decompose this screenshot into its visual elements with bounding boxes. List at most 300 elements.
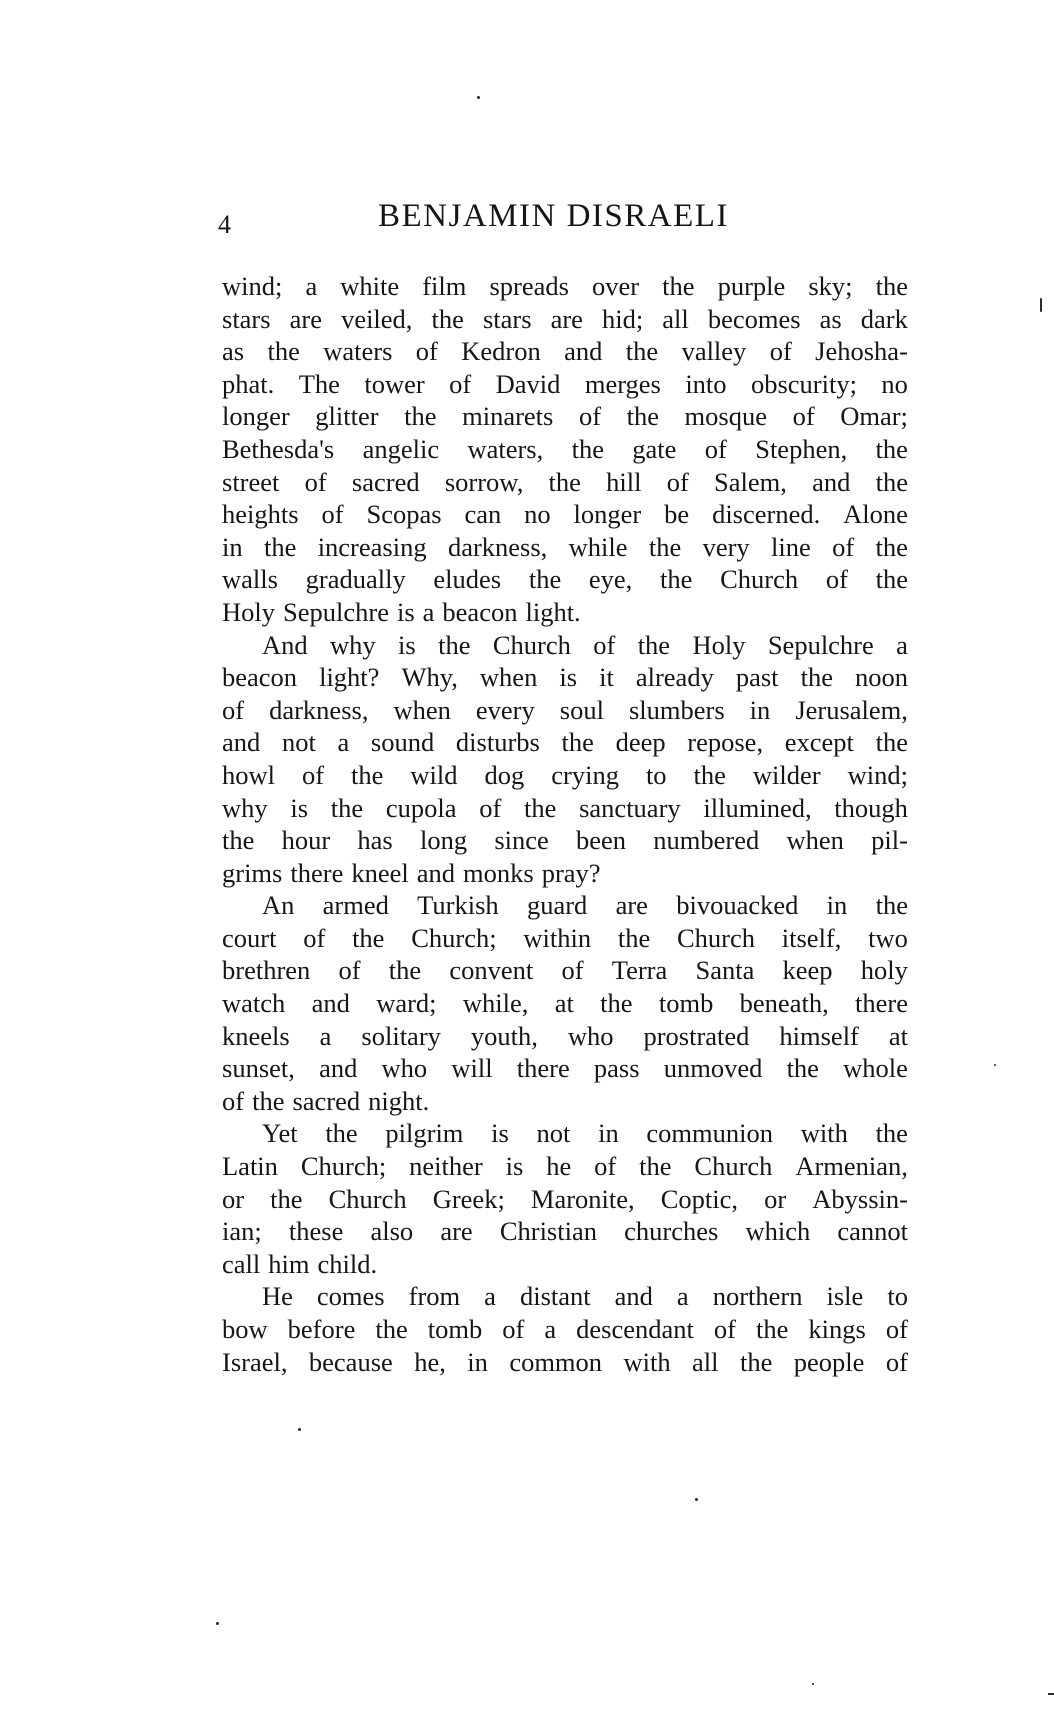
word: Yet	[262, 1118, 298, 1149]
word: eludes	[433, 564, 502, 595]
word: night.	[368, 1085, 430, 1116]
word: common	[509, 1346, 603, 1377]
word: him	[268, 1248, 310, 1279]
text-line	[222, 335, 908, 368]
word: David	[495, 368, 561, 399]
running-title: BENJAMIN DISRAELI	[378, 198, 729, 234]
scan-speck	[695, 1498, 698, 1501]
word: of	[502, 1314, 525, 1344]
word: waters,	[467, 433, 544, 464]
word: he,	[414, 1346, 446, 1377]
word: street	[222, 466, 280, 497]
word: not	[281, 727, 316, 758]
word: the	[637, 629, 671, 660]
word: Church	[492, 629, 571, 660]
text-line	[222, 694, 908, 727]
word: unmoved	[663, 1053, 763, 1084]
text-line	[222, 1215, 908, 1248]
word: Holy	[692, 629, 746, 660]
word: merges	[584, 368, 661, 399]
word: prostrated	[643, 1020, 750, 1051]
word: bow	[222, 1314, 268, 1344]
word: Church	[694, 1151, 773, 1182]
word: the	[252, 1085, 285, 1116]
word: hill	[606, 466, 642, 497]
word: of	[885, 1346, 908, 1377]
word: And	[262, 629, 308, 660]
word: tower	[364, 368, 425, 399]
word: Maronite,	[530, 1183, 635, 1214]
text-line	[222, 531, 908, 564]
word: when	[786, 825, 844, 856]
word: from	[408, 1281, 461, 1312]
word: Salem,	[714, 466, 787, 497]
word: Terra	[611, 955, 668, 986]
word: the	[875, 433, 908, 464]
word: which	[745, 1216, 811, 1247]
word: the	[404, 401, 437, 432]
text-line	[222, 596, 908, 629]
word: hid;	[602, 303, 644, 334]
word: the	[648, 531, 682, 562]
word: can	[464, 499, 502, 530]
word: kings	[808, 1314, 866, 1344]
word: the	[600, 988, 633, 1019]
word: keep	[782, 955, 833, 986]
text-line	[222, 433, 908, 466]
word: is	[396, 596, 415, 627]
word: Greek;	[432, 1183, 505, 1214]
word: gradually	[305, 564, 406, 595]
word: of	[304, 466, 327, 497]
word: are	[289, 303, 322, 334]
word: glitter	[315, 401, 379, 432]
text-line	[222, 1248, 908, 1281]
word: whole	[843, 1053, 908, 1084]
text-line	[222, 1085, 908, 1118]
word: Kedron	[461, 336, 541, 367]
word: in	[222, 531, 243, 562]
word: Bethesda's	[222, 433, 335, 464]
word: of	[713, 1314, 736, 1344]
word: stars	[482, 303, 532, 334]
word: solitary	[361, 1020, 441, 1051]
text-line	[222, 303, 908, 336]
word: with	[800, 1118, 848, 1149]
word: longer	[573, 499, 642, 530]
word: though	[834, 792, 908, 823]
word: of	[449, 368, 472, 399]
word: illumined,	[703, 792, 812, 823]
word: will	[451, 1053, 493, 1084]
word: and	[564, 336, 603, 367]
word: are	[615, 890, 648, 921]
word: the	[875, 531, 908, 562]
word: disturbs	[455, 727, 540, 758]
word: Israel,	[222, 1346, 288, 1377]
word: court	[222, 922, 277, 953]
text-line	[222, 1052, 908, 1085]
word: kneels	[222, 1020, 290, 1051]
word: holy	[860, 955, 908, 986]
word: Church	[328, 1183, 407, 1214]
word: the	[660, 564, 693, 595]
word: people	[793, 1346, 865, 1377]
word: beacon	[442, 596, 518, 627]
word: cupola	[385, 792, 457, 823]
word: crying	[551, 759, 619, 790]
word: the	[625, 336, 659, 367]
word: the	[875, 466, 908, 497]
word: call	[222, 1248, 261, 1279]
word: Jehosha-	[815, 336, 908, 367]
word: and	[311, 988, 350, 1019]
word: dark	[860, 303, 908, 334]
word: the	[693, 759, 726, 790]
word: walls	[222, 564, 278, 595]
word: becomes	[707, 303, 801, 334]
text-line	[222, 270, 908, 303]
word: beneath,	[739, 988, 829, 1019]
word: The	[298, 368, 340, 399]
word: bivouacked	[676, 890, 799, 921]
word: the	[222, 825, 255, 856]
word: kneel	[351, 857, 409, 888]
text-line	[222, 1313, 908, 1346]
word: the	[875, 727, 908, 758]
word: cannot	[837, 1216, 908, 1247]
word: white	[340, 271, 400, 301]
word: the	[267, 336, 300, 367]
word: in	[467, 1346, 488, 1377]
word: to	[887, 1281, 908, 1312]
word: and	[319, 1053, 358, 1084]
word: the	[626, 401, 659, 432]
word: northern	[712, 1281, 803, 1312]
word: of	[415, 336, 438, 367]
word: phat.	[222, 368, 275, 399]
text-line	[222, 824, 908, 857]
word: An	[262, 890, 295, 921]
word: of	[479, 792, 502, 823]
word: why	[222, 792, 268, 823]
word: He	[262, 1281, 293, 1312]
word: of	[825, 564, 848, 595]
body-text	[222, 270, 908, 1378]
word: the	[875, 1118, 908, 1149]
word: be	[664, 499, 690, 530]
word: sorrow,	[444, 466, 524, 497]
word: sanctuary	[579, 792, 681, 823]
text-line	[222, 759, 908, 792]
word: a	[305, 271, 318, 301]
word: child.	[317, 1248, 378, 1279]
word: there	[290, 857, 344, 888]
word: as	[819, 303, 842, 334]
word: pil-	[871, 825, 908, 856]
word: already	[635, 662, 714, 693]
word: over	[591, 271, 640, 301]
word: pray?	[541, 857, 601, 888]
word: as	[222, 336, 245, 367]
word: dog	[484, 759, 525, 790]
word: because	[308, 1346, 393, 1377]
word: convent	[449, 955, 534, 986]
word: are	[440, 1216, 473, 1247]
word: has	[357, 825, 393, 856]
word: sound	[370, 727, 435, 758]
word: minarets	[462, 401, 554, 432]
word: or	[764, 1183, 787, 1214]
word: howl	[222, 759, 275, 790]
word: of	[578, 401, 602, 432]
word: youth,	[470, 1020, 538, 1051]
word: Sepulchre	[767, 629, 874, 660]
scan-speck	[994, 1064, 996, 1066]
word: with	[623, 1346, 671, 1377]
word: ward;	[376, 988, 437, 1019]
word: eye,	[588, 564, 633, 595]
word: the	[263, 531, 297, 562]
word: long	[419, 825, 468, 856]
word: veiled,	[341, 303, 413, 334]
word: who	[567, 1020, 614, 1051]
word: the	[875, 271, 908, 301]
text-line	[222, 792, 908, 825]
word: monks	[463, 857, 534, 888]
word: Turkish	[417, 890, 499, 921]
text-line	[222, 987, 908, 1020]
scan-speck	[812, 1683, 814, 1685]
word: distant	[519, 1281, 591, 1312]
word: sunset,	[222, 1053, 295, 1084]
word: all	[662, 303, 689, 334]
word: obscurity;	[750, 368, 857, 399]
running-head	[218, 198, 908, 248]
word: is	[491, 1118, 509, 1149]
word: spreads	[489, 271, 569, 301]
word: also	[370, 1216, 414, 1247]
word: wind;	[222, 271, 283, 301]
word: increasing	[317, 531, 427, 562]
word: armed	[322, 890, 389, 921]
word: itself,	[781, 922, 842, 953]
word: very	[702, 531, 750, 562]
scan-speck	[1048, 1693, 1054, 1695]
word: since	[494, 825, 549, 856]
word: these	[288, 1216, 344, 1247]
word: sacred	[351, 466, 420, 497]
word: of	[792, 401, 815, 432]
word: darkness,	[447, 531, 548, 562]
word: Holy	[222, 596, 275, 627]
word: Stephen,	[755, 433, 848, 464]
word: wilder	[752, 759, 821, 790]
word: of	[561, 955, 584, 986]
word: light.	[525, 596, 581, 627]
word: Alone	[843, 499, 908, 530]
word: when	[479, 662, 538, 693]
text-line	[222, 1280, 908, 1313]
text-line	[222, 563, 908, 596]
word: communion	[646, 1118, 774, 1149]
word: a	[676, 1281, 689, 1312]
word: Christian	[499, 1216, 597, 1247]
word: and	[614, 1281, 653, 1312]
word: comes	[316, 1281, 385, 1312]
text-line	[222, 498, 908, 531]
word: Church	[720, 564, 799, 595]
word: in	[826, 890, 848, 921]
word: the	[528, 564, 562, 595]
word: in	[598, 1118, 619, 1149]
word: within	[523, 922, 592, 953]
word: sacred	[292, 1085, 361, 1116]
word: discerned.	[712, 499, 821, 530]
word: waters	[323, 336, 393, 367]
word: the	[270, 1183, 303, 1214]
word: film	[422, 271, 467, 301]
text-line	[222, 400, 908, 433]
word: been	[576, 825, 627, 856]
word: he	[546, 1151, 572, 1182]
word: Latin	[222, 1151, 278, 1182]
text-line	[222, 1346, 908, 1379]
word: at	[554, 988, 574, 1019]
word: a	[422, 596, 435, 627]
word: wild	[410, 759, 458, 790]
text-line	[222, 889, 908, 922]
word: who	[381, 1053, 428, 1084]
word: all	[692, 1346, 719, 1377]
word: Why,	[401, 662, 458, 693]
word: pilgrim	[385, 1118, 464, 1149]
word: no	[524, 499, 551, 530]
word: the	[375, 1314, 408, 1344]
word: the	[639, 1151, 672, 1182]
word: the	[786, 1053, 819, 1084]
word: the	[524, 792, 557, 823]
word: of	[321, 499, 344, 530]
word: there	[516, 1053, 570, 1084]
word: a	[319, 1020, 332, 1051]
word: beacon	[222, 662, 298, 693]
word: of	[594, 1151, 617, 1182]
word: hour	[281, 825, 331, 856]
scan-speck	[477, 96, 480, 99]
word: of	[832, 531, 855, 562]
word: is	[505, 1151, 524, 1182]
word: a	[337, 727, 350, 758]
word: is	[559, 662, 578, 693]
word: of	[593, 629, 616, 660]
word: is	[398, 629, 416, 660]
word: sky;	[808, 271, 853, 301]
text-line	[222, 857, 908, 890]
word: repose,	[687, 727, 764, 758]
word: the	[662, 271, 695, 301]
word: and	[222, 727, 261, 758]
word: stars	[222, 303, 271, 334]
text-line	[222, 1020, 908, 1053]
word: Santa	[695, 955, 755, 986]
word: Coptic,	[660, 1183, 739, 1214]
word: deep	[615, 727, 666, 758]
word: no	[881, 368, 908, 399]
word: light?	[319, 662, 380, 693]
word: Abyssin-	[812, 1183, 908, 1214]
word: the	[561, 727, 594, 758]
word: the	[875, 564, 908, 595]
word: tomb	[427, 1314, 483, 1344]
word: every	[475, 694, 535, 725]
word: the	[325, 1118, 358, 1149]
word: darkness,	[269, 694, 369, 725]
word: Armenian,	[795, 1151, 908, 1182]
word: longer	[222, 401, 290, 432]
word: isle	[826, 1281, 864, 1312]
text-line	[222, 466, 908, 499]
page-number: 4	[218, 210, 231, 239]
word: it	[599, 662, 614, 693]
text-line	[222, 629, 908, 662]
word: the	[431, 303, 464, 334]
word: while,	[462, 988, 529, 1019]
word: wind;	[847, 759, 908, 790]
word: neither	[409, 1151, 483, 1182]
text-line	[222, 726, 908, 759]
word: while	[568, 531, 628, 562]
word: purple	[717, 271, 786, 301]
word: the	[755, 1314, 789, 1344]
word: the	[571, 433, 604, 464]
scan-speck	[298, 1428, 301, 1431]
word: numbered	[653, 825, 760, 856]
word: and	[812, 466, 851, 497]
word: the	[330, 792, 364, 823]
word: is	[290, 792, 309, 823]
word: in	[749, 694, 771, 725]
word: of	[303, 922, 326, 953]
word: of	[222, 694, 245, 725]
word: when	[393, 694, 451, 725]
word: of	[222, 1085, 245, 1116]
word: line	[771, 531, 811, 562]
word: Jerusalem,	[795, 694, 908, 725]
word: of	[666, 466, 689, 497]
word: the	[388, 955, 422, 986]
word: except	[784, 727, 854, 758]
word: noon	[854, 662, 908, 693]
text-line	[222, 1150, 908, 1183]
word: slumbers	[628, 694, 725, 725]
text-line	[222, 1183, 908, 1216]
text-line	[222, 1117, 908, 1150]
word: tomb	[658, 988, 714, 1019]
word: to	[645, 759, 667, 790]
word: past	[735, 662, 779, 693]
word: of	[769, 336, 792, 367]
word: gate	[632, 433, 677, 464]
word: why	[330, 629, 376, 660]
word: the	[352, 922, 385, 953]
text-line	[222, 661, 908, 694]
word: Church;	[300, 1151, 387, 1182]
word: a	[544, 1314, 557, 1344]
word: of	[885, 1314, 908, 1344]
scan-speck	[1040, 298, 1042, 312]
word: Church	[676, 922, 755, 953]
